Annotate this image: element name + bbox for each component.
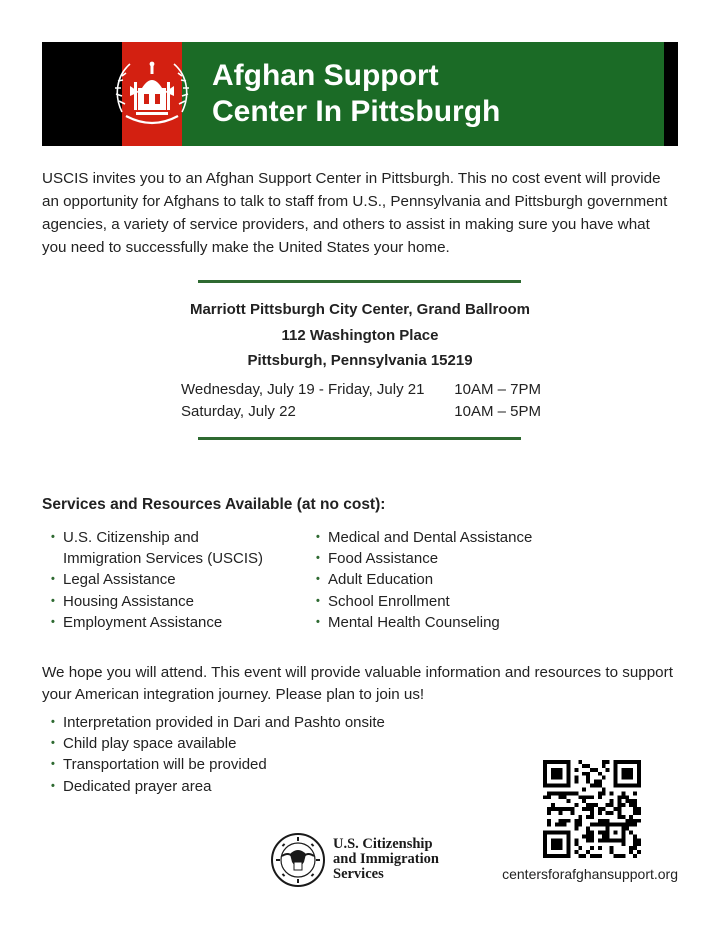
qr-module	[574, 768, 578, 772]
qr-module	[598, 807, 602, 811]
qr-module	[590, 823, 594, 827]
qr-module	[598, 819, 602, 823]
qr-module	[594, 854, 598, 858]
qr-module	[567, 799, 571, 803]
qr-module	[633, 791, 637, 795]
qr-module	[633, 807, 637, 811]
schedule	[181, 379, 541, 423]
qr-module	[594, 823, 598, 827]
bullet-icon: •	[51, 594, 55, 607]
qr-module	[633, 846, 637, 850]
agency-line-1: U.S. Citizenship	[333, 836, 433, 852]
qr-module	[555, 807, 559, 811]
qr-module	[633, 838, 637, 842]
flag-band-green	[182, 42, 664, 146]
list-item-text: Legal Assistance	[63, 571, 176, 589]
qr-module	[610, 803, 614, 807]
qr-module	[590, 815, 594, 819]
list-item-text: Interpretation provided in Dari and Pashto onsite	[63, 714, 385, 731]
qr-module	[578, 760, 582, 764]
qr-module	[578, 846, 582, 850]
qr-module	[610, 846, 614, 850]
qr-module	[590, 807, 594, 811]
qr-module	[590, 831, 594, 835]
venue-street: 112 Washington Place	[281, 326, 439, 344]
qr-module	[586, 772, 590, 776]
qr-module	[574, 850, 578, 854]
venue-block	[120, 297, 600, 374]
list-item-text: Housing Assistance	[63, 592, 194, 610]
qr-module	[606, 819, 610, 823]
qr-module	[586, 764, 590, 768]
qr-module	[586, 776, 590, 780]
qr-module	[633, 842, 637, 846]
qr-module	[590, 838, 594, 842]
qr-module	[590, 784, 594, 788]
venue-city: Pittsburgh, Pennsylvania 15219	[247, 352, 473, 369]
qr-module	[598, 838, 602, 842]
list-item	[307, 527, 607, 548]
qr-module	[598, 791, 602, 795]
bullet-icon: •	[316, 552, 320, 565]
schedule-days: Wednesday, July 19 - Friday, July 21	[181, 381, 425, 398]
qr-module	[551, 803, 555, 807]
qr-module	[602, 834, 606, 838]
venue-name: Marriott Pittsburgh City Center, Grand Ballroom	[189, 301, 531, 318]
qr-module	[563, 823, 567, 827]
qr-module	[629, 799, 633, 803]
bullet-icon: •	[51, 779, 55, 792]
qr-module	[547, 791, 551, 795]
qr-module	[570, 811, 574, 815]
qr-module	[621, 791, 625, 795]
qr-module	[590, 811, 594, 815]
list-item	[42, 527, 302, 569]
qr-module	[637, 842, 641, 846]
bullet-icon: •	[316, 615, 320, 628]
qr-module	[598, 831, 602, 835]
qr-module	[547, 823, 551, 827]
qr-module	[621, 803, 625, 807]
qr-module	[637, 838, 641, 842]
list-item	[307, 548, 607, 569]
qr-module	[559, 791, 563, 795]
qr-module	[578, 815, 582, 819]
bullet-icon: •	[316, 573, 320, 586]
qr-module	[582, 795, 586, 799]
qr-module	[590, 834, 594, 838]
list-item	[42, 612, 302, 633]
list-item	[42, 733, 442, 754]
qr-module	[559, 811, 563, 815]
qr-module	[598, 811, 602, 815]
list-item-text: Medical and Dental Assistance	[328, 529, 533, 546]
qr-module	[629, 846, 633, 850]
qr-module	[621, 768, 633, 780]
qr-module	[633, 811, 637, 815]
agency-line-2: and Immigration	[333, 851, 439, 867]
qr-module	[617, 807, 621, 811]
schedule-row	[181, 379, 541, 401]
afghan-emblem-icon	[108, 52, 196, 136]
qr-module	[574, 803, 578, 807]
list-item	[307, 612, 607, 633]
qr-module	[598, 784, 602, 788]
qr-module	[559, 807, 563, 811]
qr-module	[555, 823, 559, 827]
qr-module	[602, 823, 606, 827]
qr-module	[633, 823, 637, 827]
qr-module	[606, 811, 610, 815]
schedule-hours: 10AM – 5PM	[454, 403, 541, 420]
qr-module	[574, 838, 578, 842]
qr-module	[547, 807, 551, 811]
list-item-text: School Enrollment	[328, 592, 450, 610]
qr-module	[551, 791, 555, 795]
bullet-icon: •	[316, 594, 320, 607]
qr-module	[574, 823, 578, 827]
banner-edge	[664, 42, 678, 146]
list-item-text: U.S. Citizenship and	[63, 529, 199, 546]
schedule-row	[181, 401, 541, 423]
qr-module	[559, 795, 563, 799]
list-item-text: Food Assistance	[328, 550, 439, 568]
list-item-text: Child play space available	[63, 735, 237, 753]
qr-module	[602, 831, 606, 835]
dhs-seal-icon	[270, 832, 326, 888]
qr-module	[617, 811, 621, 815]
qr-module	[586, 831, 590, 835]
qr-module	[598, 795, 602, 799]
qr-module	[570, 807, 574, 811]
qr-module	[582, 834, 586, 838]
qr-module	[567, 791, 571, 795]
qr-module	[633, 803, 637, 807]
qr-module	[551, 838, 563, 850]
qr-module	[594, 768, 598, 772]
qr-module	[567, 819, 571, 823]
qr-module	[637, 807, 641, 811]
qr-code-icon[interactable]	[543, 760, 641, 858]
qr-module	[617, 799, 621, 803]
qr-module	[617, 795, 621, 799]
header-banner	[42, 42, 678, 146]
bullet-icon: •	[51, 615, 55, 628]
qr-module	[590, 795, 594, 799]
qr-module	[582, 787, 586, 791]
qr-module	[551, 807, 555, 811]
extras-list	[42, 712, 442, 797]
qr-module	[625, 795, 629, 799]
qr-module	[602, 760, 606, 764]
page-title	[212, 58, 500, 130]
qr-module	[606, 803, 610, 807]
list-item	[42, 754, 442, 775]
qr-module	[590, 803, 594, 807]
services-list-left	[42, 527, 302, 633]
qr-module	[574, 819, 578, 823]
bullet-icon: •	[51, 758, 55, 771]
qr-module	[621, 795, 625, 799]
qr-module	[629, 803, 633, 807]
qr-module	[586, 838, 590, 842]
qr-module	[598, 780, 602, 784]
qr-module	[625, 823, 629, 827]
list-item-text: Dedicated prayer area	[63, 777, 212, 795]
qr-module	[610, 850, 614, 854]
qr-module	[578, 854, 582, 858]
qr-module	[570, 791, 574, 795]
qr-module	[590, 846, 594, 850]
qr-module	[614, 831, 618, 835]
qr-module	[586, 827, 590, 831]
qr-module	[621, 815, 625, 819]
qr-module	[617, 854, 621, 858]
qr-module	[606, 760, 610, 764]
list-item-text: Transportation will be provided	[63, 756, 267, 774]
qr-module	[551, 768, 563, 780]
qr-module	[547, 795, 551, 799]
list-item	[42, 776, 442, 797]
schedule-hours: 10AM – 7PM	[454, 381, 541, 398]
qr-module	[629, 815, 633, 819]
qr-module	[602, 838, 606, 842]
qr-module	[586, 834, 590, 838]
bullet-icon: •	[51, 737, 55, 750]
qr-module	[574, 776, 578, 780]
qr-module	[559, 819, 563, 823]
list-item-text: Immigration Services (USCIS)	[63, 550, 264, 568]
qr-module	[621, 854, 625, 858]
qr-module	[582, 807, 586, 811]
qr-module	[586, 795, 590, 799]
qr-module	[633, 854, 637, 858]
qr-module	[633, 799, 637, 803]
schedule-days: Saturday, July 22	[181, 403, 296, 420]
qr-module	[598, 846, 602, 850]
bullet-icon: •	[316, 531, 320, 543]
qr-module	[606, 768, 610, 772]
qr-module	[602, 807, 606, 811]
qr-module	[559, 823, 563, 827]
bullet-icon: •	[51, 716, 55, 728]
intro-paragraph: USCIS invites you to an Afghan Support Center in Pittsburgh. This no cost event will provide an opportunity for Afghans to talk to staff from U.S., Pennsylvania and Pittsburgh government agencies, a variety of service providers, and others to assist in making sure you have what you need to successfully make the United States your home.	[42, 170, 668, 256]
qr-module	[637, 850, 641, 854]
qr-module	[633, 834, 637, 838]
qr-module	[563, 807, 567, 811]
qr-module	[633, 819, 637, 823]
qr-module	[594, 803, 598, 807]
qr-module	[594, 784, 598, 788]
qr-module	[586, 807, 590, 811]
qr-module	[602, 819, 606, 823]
services-heading: Services and Resources Available (at no cost):	[42, 496, 386, 513]
qr-module	[578, 795, 582, 799]
list-item-text: Adult Education	[328, 571, 434, 589]
qr-module	[574, 791, 578, 795]
qr-module	[578, 819, 582, 823]
qr-module	[637, 819, 641, 823]
qr-module	[567, 807, 571, 811]
qr-module	[594, 780, 598, 784]
qr-module	[582, 854, 586, 858]
title-line-1: Afghan Support	[212, 59, 439, 92]
qr-module	[547, 811, 551, 815]
qr-module	[574, 780, 578, 784]
list-item	[307, 569, 607, 590]
qr-module	[602, 776, 606, 780]
qr-module	[578, 823, 582, 827]
divider-bottom	[198, 437, 521, 440]
qr-module	[629, 850, 633, 854]
qr-module	[602, 787, 606, 791]
qr-module	[629, 831, 633, 835]
qr-module	[629, 823, 633, 827]
closing-paragraph: We hope you will attend. This event will provide valuable information and resources to support your American integration journey. Please plan to join us!	[42, 664, 673, 703]
qr-module	[610, 811, 614, 815]
qr-module	[614, 854, 618, 858]
qr-module	[586, 850, 590, 854]
qr-module	[598, 772, 602, 776]
qr-module	[610, 791, 614, 795]
website-url[interactable]: centersforafghansupport.org	[502, 866, 678, 882]
qr-module	[586, 815, 590, 819]
qr-module	[586, 780, 590, 784]
flag-band-red	[122, 42, 182, 146]
list-item	[307, 591, 607, 612]
list-item	[42, 712, 442, 733]
qr-module	[582, 799, 586, 803]
qr-module	[614, 807, 618, 811]
qr-module	[625, 827, 629, 831]
qr-module	[625, 799, 629, 803]
qr-module	[610, 799, 614, 803]
qr-module	[555, 791, 559, 795]
qr-module	[598, 823, 602, 827]
qr-module	[586, 803, 590, 807]
qr-module	[598, 854, 602, 858]
qr-module	[582, 764, 586, 768]
qr-module	[621, 842, 625, 846]
bullet-icon: •	[51, 573, 55, 586]
qr-module	[617, 803, 621, 807]
bullet-icon: •	[51, 531, 55, 543]
qr-module	[637, 811, 641, 815]
list-item-text: Employment Assistance	[63, 613, 223, 631]
list-item	[42, 591, 302, 612]
qr-module	[602, 791, 606, 795]
qr-module	[590, 768, 594, 772]
title-line-2: Center In Pittsburgh	[212, 95, 501, 128]
qr-module	[563, 791, 567, 795]
qr-module	[563, 819, 567, 823]
qr-module	[574, 842, 578, 846]
qr-module	[563, 795, 567, 799]
qr-module	[625, 819, 629, 823]
list-item	[42, 569, 302, 590]
qr-module	[629, 819, 633, 823]
qr-module	[547, 819, 551, 823]
qr-module	[582, 772, 586, 776]
qr-module	[602, 764, 606, 768]
qr-module	[543, 795, 547, 799]
agency-wordmark	[333, 837, 439, 882]
agency-line-3: Services	[333, 866, 384, 882]
services-list-right	[307, 527, 607, 633]
qr-module	[590, 854, 594, 858]
qr-module	[617, 815, 621, 819]
divider-top	[198, 280, 521, 283]
list-item-text: Mental Health Counseling	[328, 613, 500, 631]
qr-module	[574, 827, 578, 831]
